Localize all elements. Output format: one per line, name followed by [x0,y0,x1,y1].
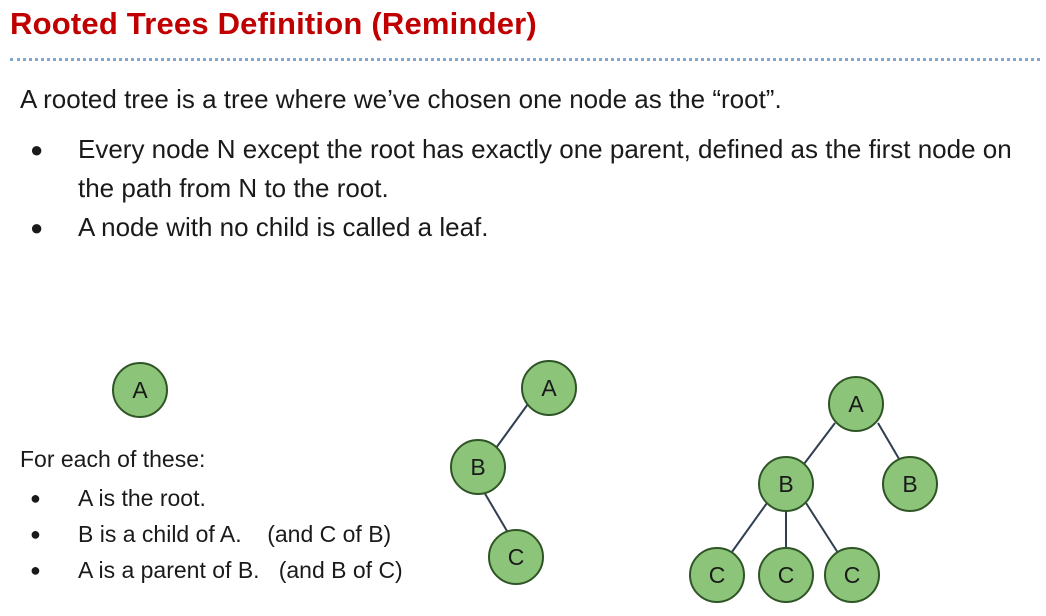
bullet-text: Every node N except the root has exactly one parent, defined as the first node on the path from N to the root. [78,134,1012,203]
tree-edge [484,492,507,531]
intro-text: A rooted tree is a tree where we’ve chosen one node as the “root”. [20,84,782,114]
node-label: A [541,375,557,401]
tree-edge [496,404,528,448]
tree-branching [690,377,937,602]
node-label: C [708,562,726,588]
bullet-icon: ● [30,488,41,508]
node-label: C [507,544,525,570]
node-label: C [777,562,795,588]
node-label: B [470,454,486,480]
bullet-icon: ● [30,524,41,544]
examples-heading: For each of these: [20,446,206,472]
tree-edge [804,423,835,464]
slide-title: Rooted Trees Definition (Reminder) [10,6,537,41]
tree-single [113,363,167,417]
bullet-text: A is a parent of B. (and B of C) [78,557,403,583]
bullet-icon: ● [30,137,44,162]
node-label: B [902,471,918,497]
node-label: A [132,377,148,403]
bullet-text: A is the root. [78,485,206,511]
bullet-icon: ● [30,215,44,240]
tree-edge [729,503,767,556]
node-label: C [843,562,861,588]
bullet-text: A node with no child is called a leaf. [78,212,489,242]
tree-edge [878,423,902,464]
bullet-text: B is a child of A. (and C of B) [78,521,392,547]
node-label: A [848,391,864,417]
tree-edge [806,503,840,556]
node-label: B [778,471,794,497]
bullet-icon: ● [30,560,41,580]
tree-chain [451,361,576,584]
